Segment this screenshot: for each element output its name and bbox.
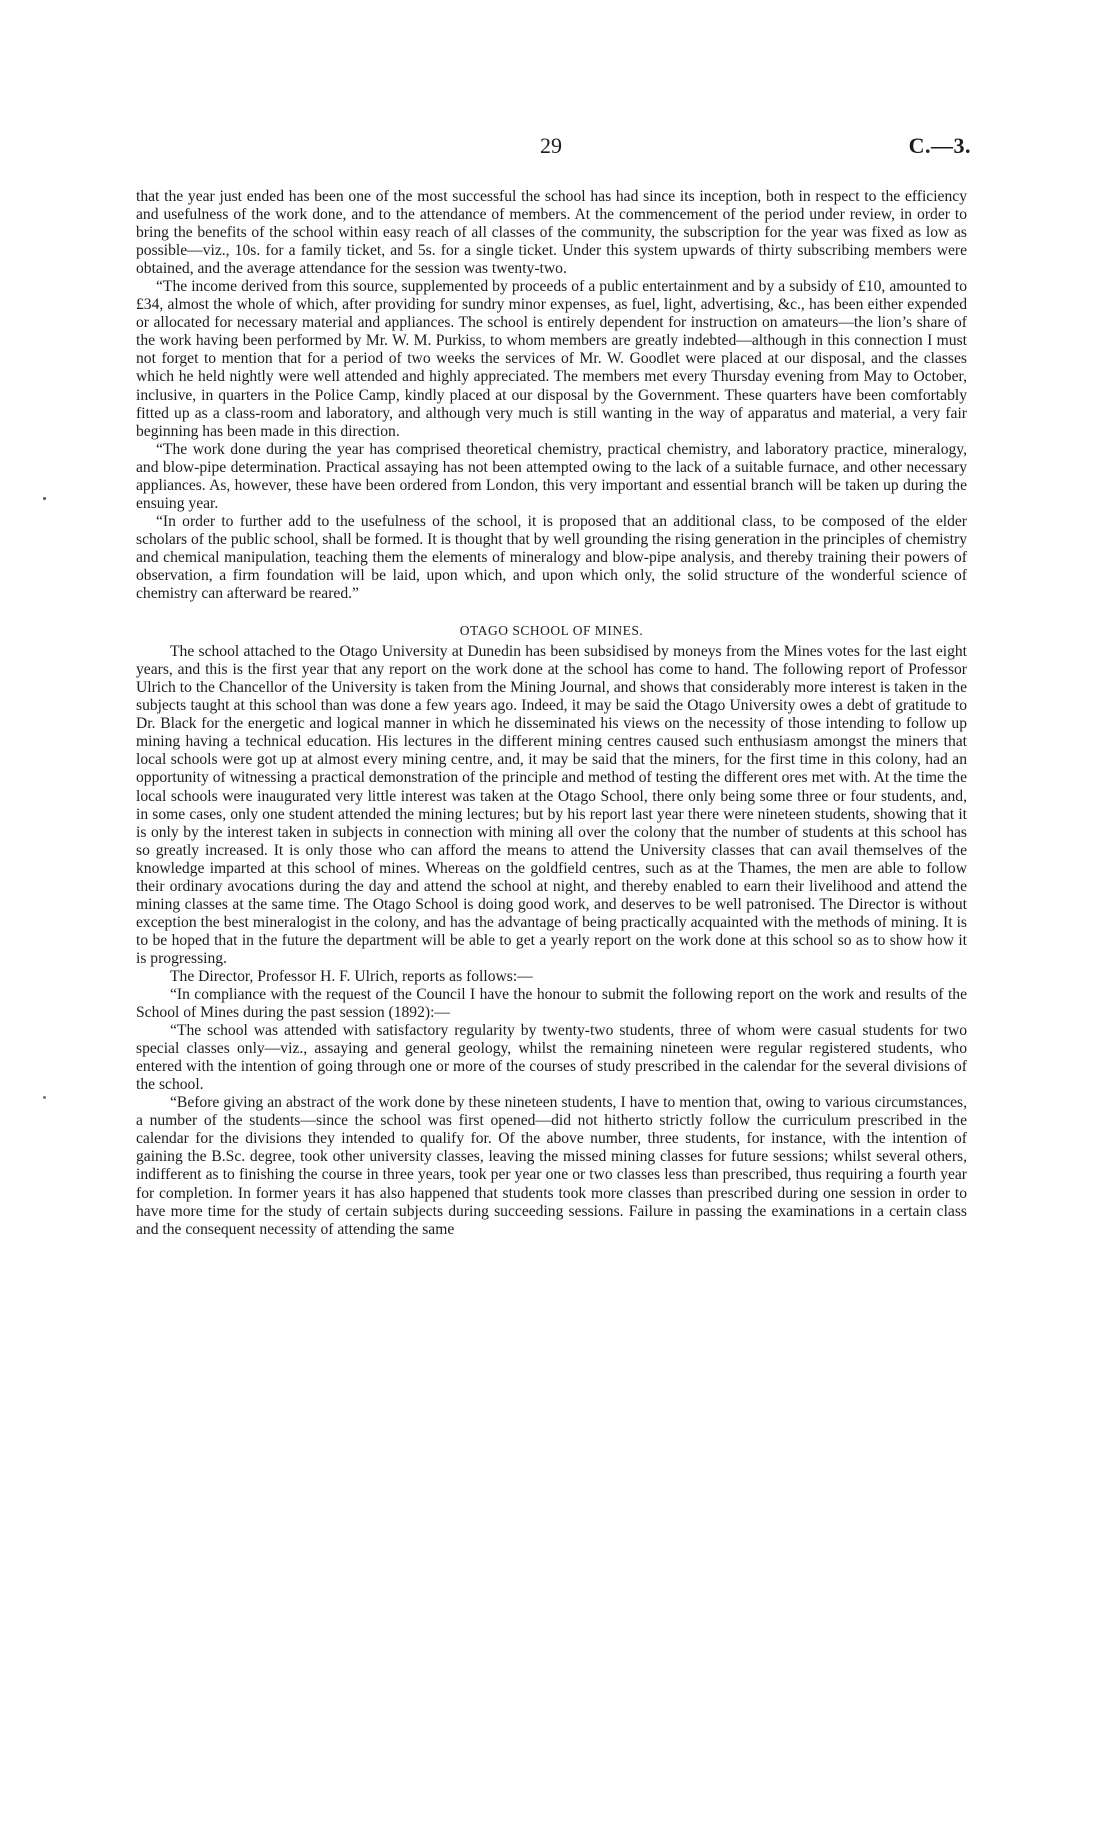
paragraph: The Director, Professor H. F. Ulrich, reports as follows:— [170, 967, 533, 985]
page-header [0, 133, 1114, 163]
paragraph: “The income derived from this source, supplemented by proceeds of a public entertainment and by a subsidy of £10, amounted to £34, almost the whole of which, after providing for sundry minor expenses, as fuel, light, advertising, &c., has been either expended or allocated for necessary material and appliances. The school is entirely dependent for instruction on amateurs—the lion’s share of the work having been performed by Mr. W. M. Purkiss, to whom members are greatly indebted—although in this connection I must not forget to mention that for a period of two weeks the services of Mr. W. Goodlet were placed at our disposal, and the classes which he held nightly were well attended and highly appreciated. The members met every Thursday evening from May to October, inclusive, in quarters in the Police Camp, kindly placed at our disposal by the Government. These quarters have been comfortably fitted up as a class-room and laboratory, and although very much is still wanting in the way of apparatus and material, a very fair beginning has been made in this direction. [136, 278, 967, 440]
paragraph: “The school was attended with satisfactory regularity by twenty-two students, three of whom were casual students for two special classes only—viz., assaying and general geology, whilst the remaining nineteen were regular registered students, who entered with the intention of going through one or more of the courses of study prescribed in the calendar for the several divisions of the school. [136, 1022, 967, 1094]
margin-speck [43, 1096, 46, 1099]
section-heading: OTAGO SCHOOL OF MINES. [459, 623, 644, 639]
page-number: 29 [540, 133, 562, 158]
paragraph: “The work done during the year has comprised theoretical chemistry, practical chemistry, and laboratory practice, mineralogy, and blow-pipe determination. Practical assaying has not been attempted owing to the lack of a suitable furnace, and other necessary appliances. As, however, these have been ordered from London, this very important and essential branch will be taken up during the ensuing year. [136, 440, 967, 512]
document-reference: C.—3. [908, 133, 971, 158]
paragraph: The school attached to the Otago University at Dunedin has been subsidised by moneys from the Mines votes for the last eight years, and this is the first year that any report on the work done at the school has come to hand. The following report of Professor Ulrich to the Chancellor of the University is taken from the Mining Journal, and shows that considerably more interest is taken in the subjects taught at this school than was done a few years ago. Indeed, it may be said the Otago University owes a debt of gratitude to Dr. Black for the energetic and logical manner in which he disseminated his views on the necessity of those intending to follow up mining having a technical education. His lectures in the different mining centres caused such enthusiasm amongst the miners that local schools were got up at almost every mining centre, and, it may be said that the miners, for the first time in this colony, had an opportunity of witnessing a practical demonstration of the principle and method of testing the different ores met with. At the time the local schools were inaugurated very little interest was taken at the Otago School, there only being some three or four students, and, in some cases, only one student attended the mining lectures; but by his report last year there were nineteen students, showing that it is only by the interest taken in subjects in connection with mining all over the colony that the number of students at this school has so greatly increased. It is only those who can afford the means to attend the University classes that can avail themselves of the knowledge imparted at this school of mines. Whereas on the goldfield centres, such as at the Thames, the men are able to follow their ordinary avocations during the day and attend the school at night, and thereby enabled to earn their livelihood and attend the mining classes at the same time. The Otago School is doing good work, and deserves to be well patronised. The Director is without exception the best mineralogist in the colony, and has the advantage of being practically acquainted with the methods of mining. It is to be hoped that in the future the department will be able to get a yearly report on the work done at this school so as to show how it is progressing. [136, 643, 967, 967]
margin-speck [43, 497, 46, 500]
paragraph: that the year just ended has been one of the most successful the school has had since its inception, both in respect to the efficiency and usefulness of the work done, and to the attendance of members. At the commencement of the period under review, in order to bring the benefits of the school within easy reach of all classes of the community, the subscription for the year was fixed as low as possible—viz., 10s. for a family ticket, and 5s. for a single ticket. Under this system upwards of thirty subscribing members were obtained, and the average attendance for the session was twenty-two. [136, 188, 967, 278]
paragraph: “In order to further add to the usefulness of the school, it is proposed that an additional class, to be composed of the elder scholars of the public school, shall be formed. It is thought that by well grounding the rising generation in the principles of chemistry and chemical manipulation, teaching them the elements of mineralogy and blow-pipe analysis, and thereby training their powers of observation, a firm foundation will be laid, upon which, and upon which only, the solid structure of the wonderful science of chemistry can afterward be reared.” [136, 512, 967, 603]
body-text [136, 188, 967, 1239]
paragraph: “In compliance with the request of the Council I have the honour to submit the following report on the work and results of the School of Mines during the past session (1892):— [136, 986, 967, 1022]
paragraph: “Before giving an abstract of the work done by these nineteen students, I have to mention that, owing to various circumstances, a number of the students—since the school was first opened—did not hitherto strictly follow the curriculum prescribed in the calendar for the divisions they intended to qualify for. Of the above number, three students, for instance, with the intention of gaining the B.Sc. degree, took other university classes, leaving the missed mining classes for future sessions; whilst several others, indifferent as to finishing the course in three years, took per year one or two classes less than prescribed, thus requiring a fourth year for completion. In former years it has also happened that students took more classes than prescribed during one session in order to have more time for the study of certain subjects during succeeding sessions. Failure in passing the examinations in a certain class and the consequent necessity of attending the same [136, 1094, 967, 1238]
